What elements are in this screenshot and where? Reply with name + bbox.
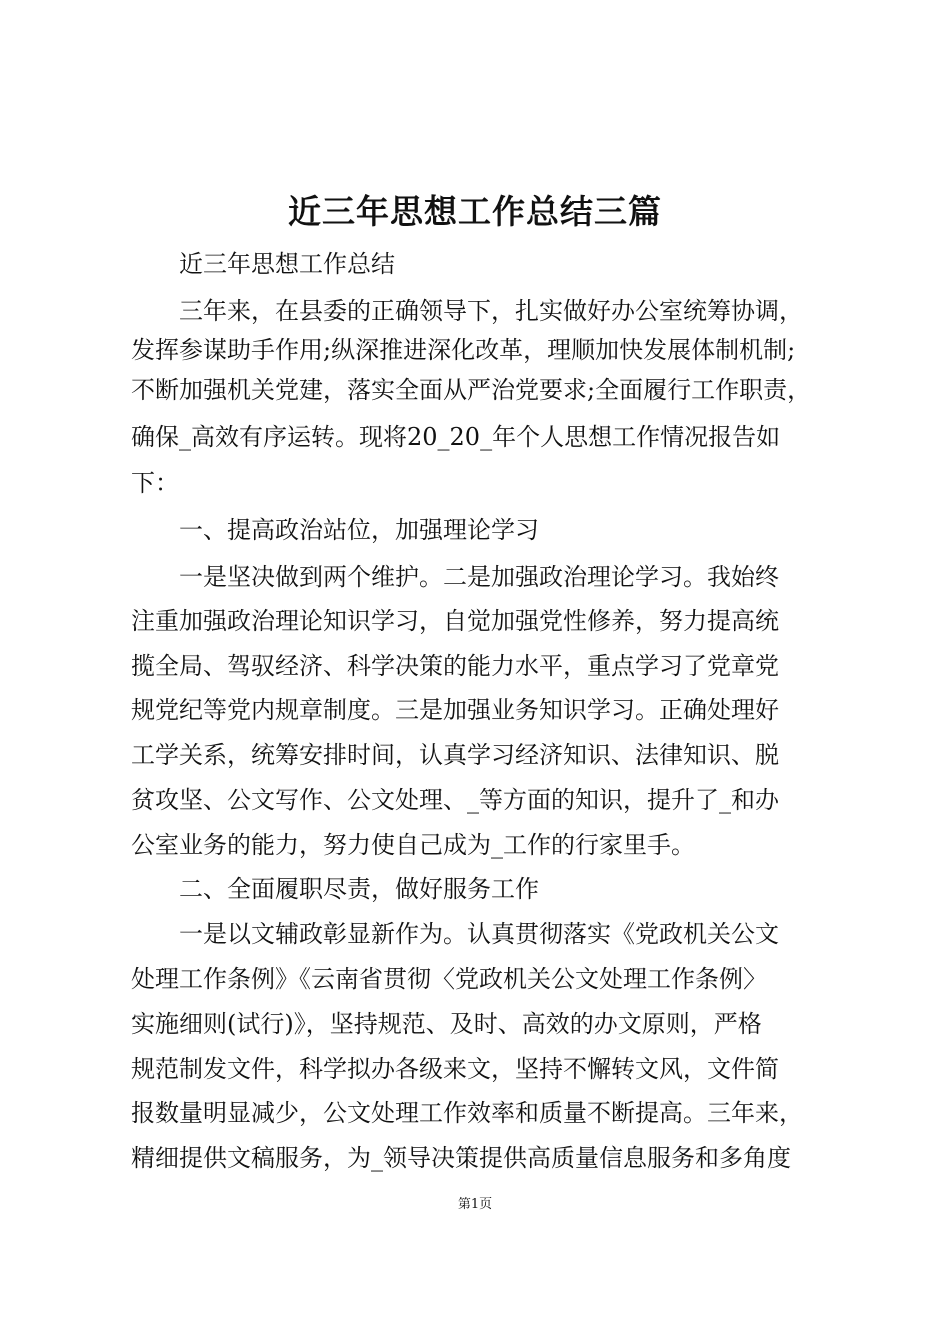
section-heading: 一、提高政治站位，加强理论学习	[131, 516, 539, 544]
body-line: 一是坚决做到两个维护。二是加强政治理论学习。我始终	[131, 563, 779, 591]
document-title: 近三年思想工作总结三篇	[288, 192, 662, 231]
body-line: 工学关系，统筹安排时间，认真学习经济知识、法律知识、脱	[131, 741, 779, 769]
page-number: 第1页	[457, 1197, 493, 1212]
body-line: 公室业务的能力，努力使自己成为_工作的行家里手。	[131, 831, 695, 859]
body-line: 不断加强机关党建，落实全面从严治党要求;全面履行工作职责，	[131, 376, 812, 404]
body-line: 精细提供文稿服务，为_领导决策提供高质量信息服务和多角度	[131, 1144, 791, 1172]
body-line: 报数量明显减少，公文处理工作效率和质量不断提高。三年来，	[131, 1099, 803, 1127]
body-line: 规范制发文件，科学拟办各级来文，坚持不懈转文风，文件简	[131, 1055, 779, 1083]
body-line: 发挥参谋助手作用;纵深推进深化改革，理顺加快发展体制机制;	[131, 336, 796, 364]
body-line: 规党纪等党内规章制度。三是加强业务知识学习。正确处理好	[131, 696, 779, 724]
body-line: 贫攻坚、公文写作、公文处理、_等方面的知识，提升了_和办	[131, 786, 779, 814]
body-line: 处理工作条例》《云南省贯彻〈党政机关公文处理工作条例〉	[131, 965, 767, 993]
body-line: 确保_高效有序运转。现将20_20_年个人思想工作情况报告如	[131, 423, 781, 451]
body-line: 一是以文辅政彰显新作为。认真贯彻落实《党政机关公文	[131, 920, 779, 948]
section-heading: 二、全面履职尽责，做好服务工作	[131, 875, 539, 903]
body-line: 下：	[131, 469, 179, 497]
body-line: 近三年思想工作总结	[131, 250, 395, 278]
body-line: 揽全局、驾驭经济、科学决策的能力水平，重点学习了党章党	[131, 652, 779, 680]
body-line: 实施细则(试行)》，坚持规范、及时、高效的办文原则，严格	[131, 1010, 762, 1038]
body-line: 三年来，在县委的正确领导下，扎实做好办公室统筹协调，	[131, 297, 803, 325]
body-line: 注重加强政治理论知识学习，自觉加强党性修养，努力提高统	[131, 607, 779, 635]
